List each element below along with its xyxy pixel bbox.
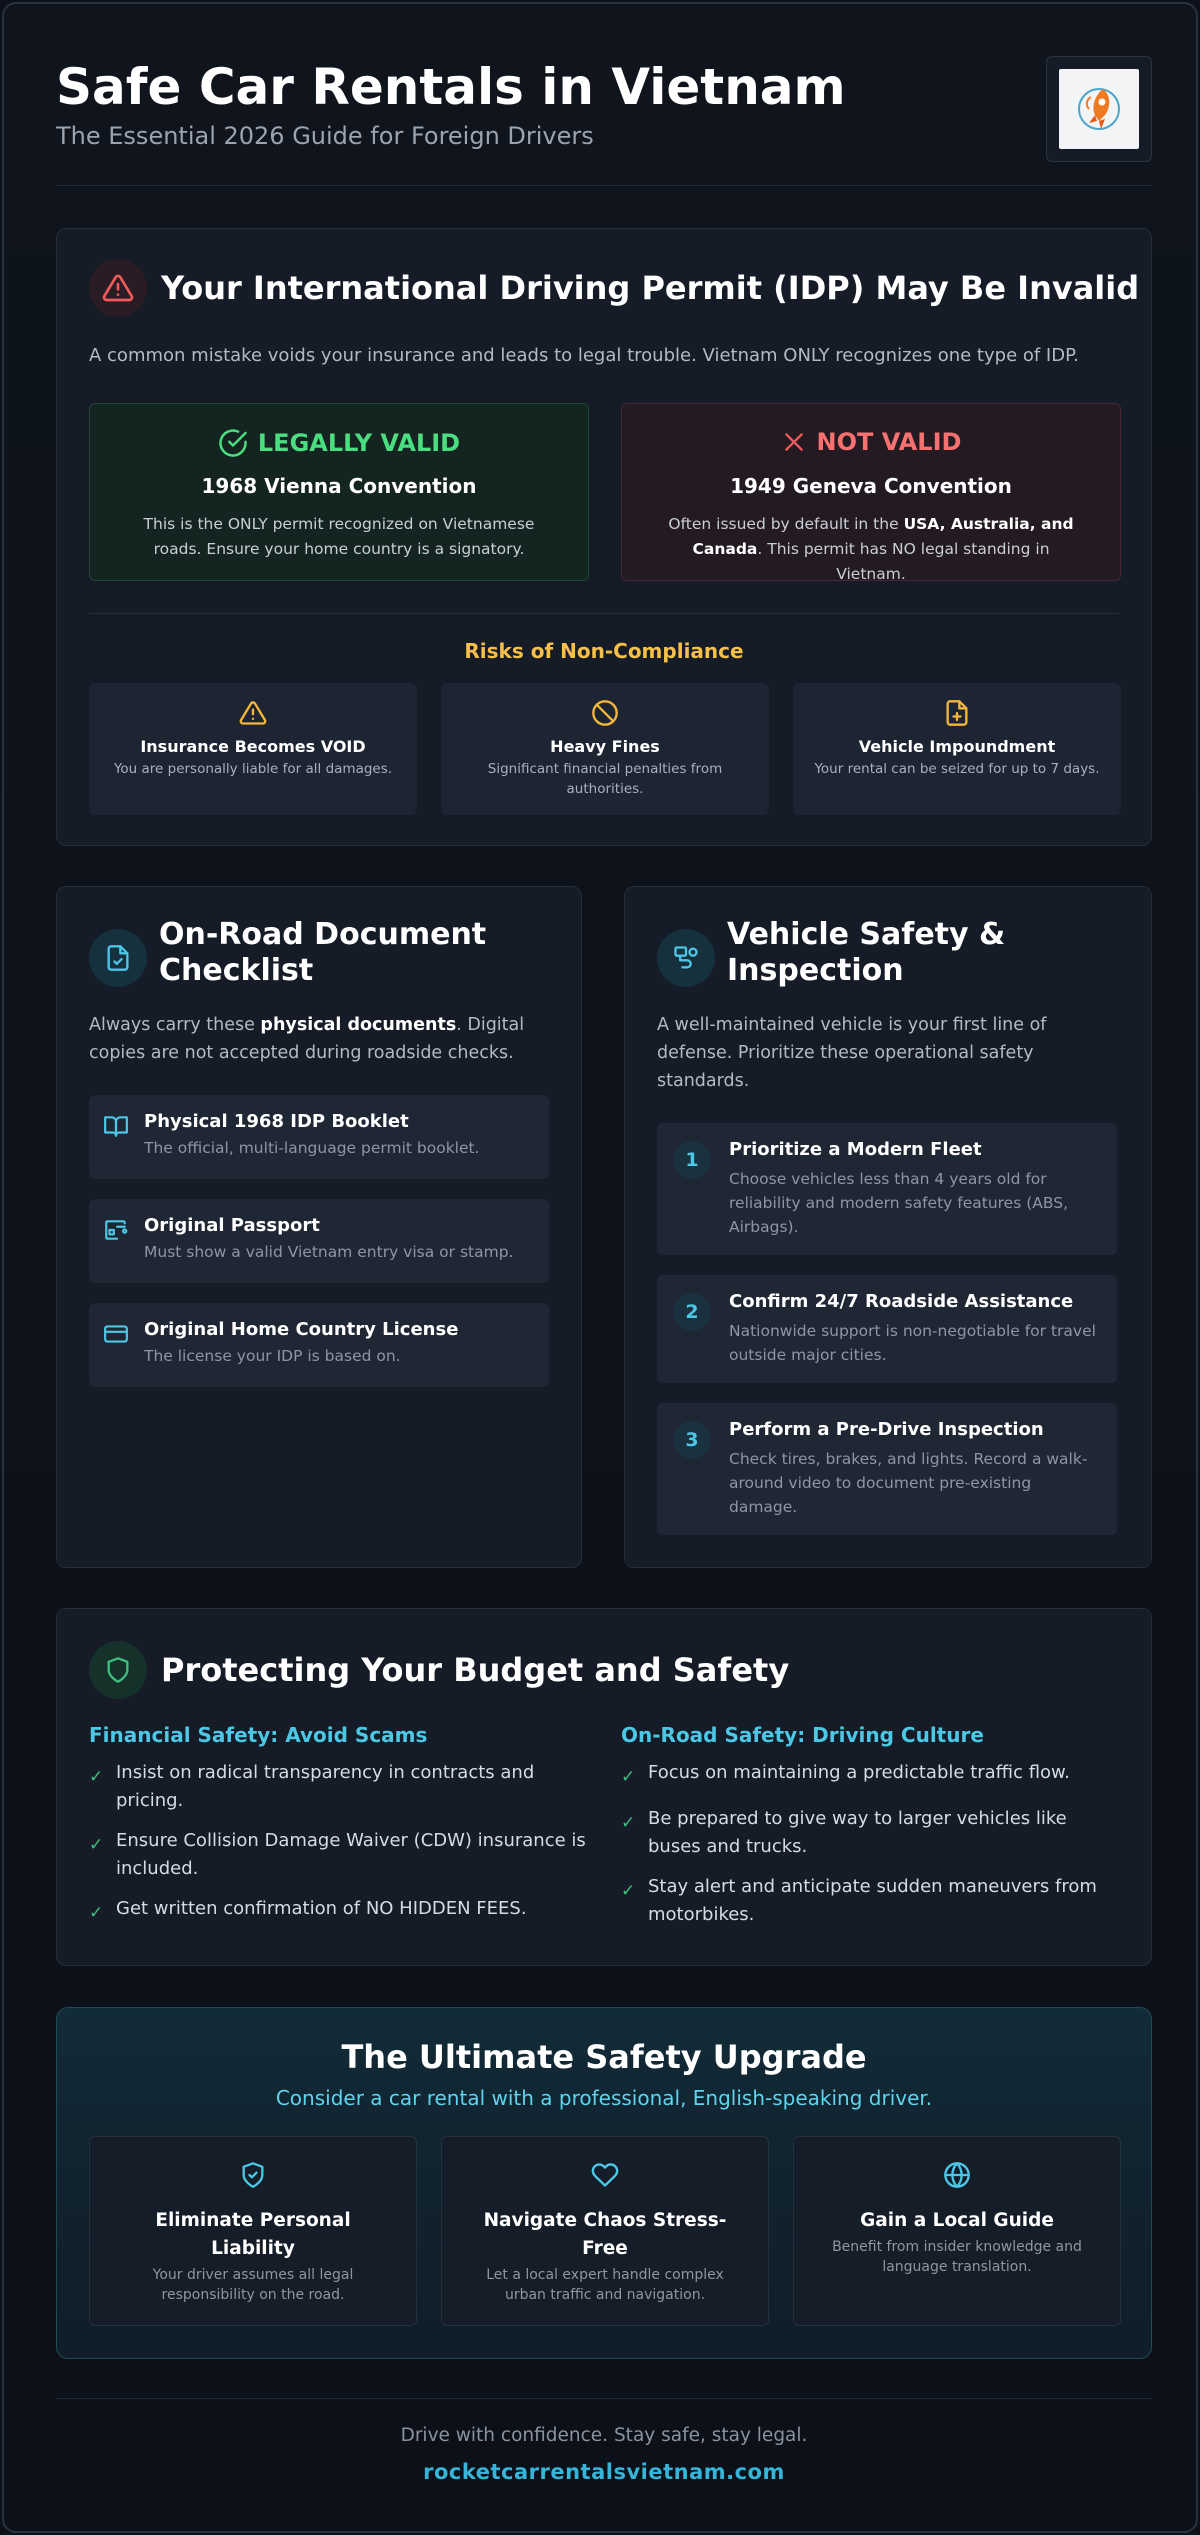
upgrade-title: The Ultimate Safety Upgrade (341, 2038, 867, 2076)
idp-icon-circle (89, 259, 147, 317)
route-icon (672, 944, 700, 972)
risk-fines (441, 683, 769, 815)
feature-title: Navigate Chaos Stress-Free (483, 2210, 727, 2259)
road-item: ✓ Focus on maintaining a predictable traffic flow. (621, 1759, 1121, 1787)
financial-item: ✓ Get written confirmation of NO HIDDEN FEES. (89, 1895, 589, 1923)
warning-icon (102, 272, 134, 304)
heart-icon (591, 2161, 619, 2189)
checklist-icon-circle (89, 929, 147, 987)
vehicle-description: A well-maintained vehicle is your first line of defense. Prioritize these operational safety standards. (657, 1015, 1047, 1091)
x-icon (781, 429, 807, 455)
doc-title: Physical 1968 IDP Booklet (144, 1111, 409, 1132)
invalid-permit-box (621, 403, 1121, 581)
feature-desc: Your driver assumes all legal responsibility on the road. (152, 2267, 354, 2303)
risk-title: Heavy Fines (550, 737, 660, 756)
idp-divider (89, 613, 1119, 614)
valid-permit-box (89, 403, 589, 581)
warning-icon (239, 699, 267, 727)
risks-title: Risks of Non-Compliance (464, 639, 744, 663)
risk-desc: Significant financial penalties from authorities. (487, 761, 723, 797)
checklist-desc-bold: physical documents (260, 1015, 457, 1035)
road-item: ✓ Stay alert and anticipate sudden maneuvers from motorbikes. (621, 1876, 1097, 1925)
vehicle-icon-circle (657, 929, 715, 987)
vehicle-card (624, 886, 1152, 1568)
brand-logo (1046, 56, 1152, 162)
step-desc: Check tires, brakes, and lights. Record a walk-around video to document pre-existing damage. (729, 1450, 1088, 1516)
footer-website-link[interactable]: rocketcarrentalsvietnam.com (423, 2460, 785, 2484)
risk-title: Vehicle Impoundment (858, 737, 1056, 756)
check-icon: ✓ (89, 1835, 104, 1855)
check-icon: ✓ (89, 1767, 104, 1787)
invalid-text-start: Often issued by default in the (668, 515, 904, 533)
step-title: Confirm 24/7 Roadside Assistance (729, 1291, 1074, 1312)
page-subtitle: The Essential 2026 Guide for Foreign Drivers (56, 122, 594, 150)
valid-title: 1968 Vienna Convention (201, 474, 477, 498)
idp-title: Your International Driving Permit (IDP) May Be Invalid (161, 269, 1140, 307)
credit-card-icon (103, 1321, 129, 1347)
shield-check-icon (239, 2161, 267, 2189)
check-icon: ✓ (89, 1903, 104, 1923)
feature-title: Eliminate Personal Liability (155, 2210, 351, 2259)
risk-desc: Your rental can be seized for up to 7 days. (814, 761, 1100, 777)
risk-title: Insurance Becomes VOID (140, 737, 366, 756)
feature-title: Gain a Local Guide (860, 2210, 1054, 2231)
footer-tagline: Drive with confidence. Stay safe, stay legal. (400, 2425, 808, 2446)
step-desc: Nationwide support is non-negotiable for travel outside major cities. (729, 1322, 1096, 1364)
financial-item: ✓ Ensure Collision Damage Waiver (CDW) insurance is included. (89, 1830, 586, 1879)
road-item: ✓ Be prepared to give way to larger vehicles like buses and trucks. (621, 1808, 1067, 1857)
checklist-description (89, 1011, 549, 1067)
step-title: Prioritize a Modern Fleet (729, 1139, 982, 1160)
file-plus-icon (943, 699, 971, 727)
risk-impoundment (793, 683, 1121, 815)
page-frame (2, 2, 1198, 2533)
step-modern-fleet (657, 1123, 1117, 1255)
page-header (56, 56, 1152, 186)
feature-local-guide (793, 2136, 1121, 2326)
budget-card (56, 1608, 1152, 1966)
doc-title: Original Home Country License (144, 1319, 459, 1340)
checklist-desc-start: Always carry these (89, 1015, 261, 1035)
valid-badge (90, 428, 588, 458)
shield-icon (104, 1656, 132, 1684)
doc-desc: The official, multi-language permit booklet. (144, 1139, 480, 1157)
upgrade-section (56, 2007, 1152, 2359)
ban-icon (591, 699, 619, 727)
page-title: Safe Car Rentals in Vietnam (56, 58, 846, 116)
doc-title: Original Passport (144, 1215, 320, 1236)
file-check-icon (104, 944, 132, 972)
risk-desc: You are personally liable for all damages. (113, 761, 393, 777)
feature-liability (89, 2136, 417, 2326)
check-icon: ✓ (621, 1813, 636, 1833)
idp-description: A common mistake voids your insurance and leads to legal trouble. Vietnam ONLY recognizes one type of IDP. (89, 345, 1079, 366)
doc-desc: Must show a valid Vietnam entry visa or stamp. (144, 1243, 514, 1261)
step-number: 3 (673, 1421, 711, 1459)
feature-stress-free (441, 2136, 769, 2326)
checklist-card (56, 886, 582, 1568)
budget-icon-circle (89, 1641, 147, 1699)
step-title: Perform a Pre-Drive Inspection (729, 1419, 1044, 1440)
invalid-badge-label: NOT VALID (816, 428, 962, 456)
step-desc: Choose vehicles less than 4 years old for reliability and modern safety features (ABS, Airbags). (729, 1170, 1068, 1236)
passport-icon (103, 1217, 129, 1243)
vehicle-title: Vehicle Safety & Inspection (727, 917, 1006, 988)
feature-desc: Let a local expert handle complex urban traffic and navigation. (486, 2267, 724, 2303)
footer-divider (56, 2398, 1152, 2399)
doc-idp-booklet (89, 1095, 549, 1179)
feature-desc: Benefit from insider knowledge and language translation. (832, 2239, 1082, 2275)
invalid-text-end: . This permit has NO legal standing in Vietnam. (757, 540, 1050, 583)
financial-safety-title: Financial Safety: Avoid Scams (89, 1723, 428, 1747)
step-number: 2 (673, 1293, 711, 1331)
checklist-desc-end: . Digital copies are not accepted during roadside checks. (89, 1015, 525, 1063)
rocket-logo-icon (1059, 69, 1139, 149)
doc-home-license (89, 1303, 549, 1387)
check-icon: ✓ (621, 1881, 636, 1901)
upgrade-subtitle: Consider a car rental with a professional, English-speaking driver. (275, 2086, 933, 2110)
idp-card (56, 228, 1152, 846)
road-safety-title: On-Road Safety: Driving Culture (621, 1723, 984, 1747)
step-pre-drive-inspection (657, 1403, 1117, 1535)
check-circle-icon (218, 428, 248, 458)
budget-title: Protecting Your Budget and Safety (161, 1651, 790, 1689)
step-number: 1 (673, 1141, 711, 1179)
invalid-title: 1949 Geneva Convention (730, 474, 1012, 498)
invalid-text-countries: USA, Australia, and Canada (692, 515, 1074, 558)
book-open-icon (103, 1113, 129, 1139)
check-icon: ✓ (621, 1767, 636, 1787)
invalid-badge (622, 428, 1120, 456)
globe-icon (943, 2161, 971, 2189)
risk-insurance (89, 683, 417, 815)
valid-text: This is the ONLY permit recognized on Vietnamese roads. Ensure your home country is a signatory. (143, 515, 535, 558)
doc-passport (89, 1199, 549, 1283)
financial-item: ✓ Insist on radical transparency in contracts and pricing. (89, 1762, 535, 1811)
checklist-title: On-Road Document Checklist (159, 917, 487, 988)
valid-badge-label: LEGALLY VALID (257, 429, 461, 457)
invalid-text (662, 512, 1080, 587)
doc-desc: The license your IDP is based on. (144, 1347, 401, 1365)
step-roadside-assistance (657, 1275, 1117, 1383)
